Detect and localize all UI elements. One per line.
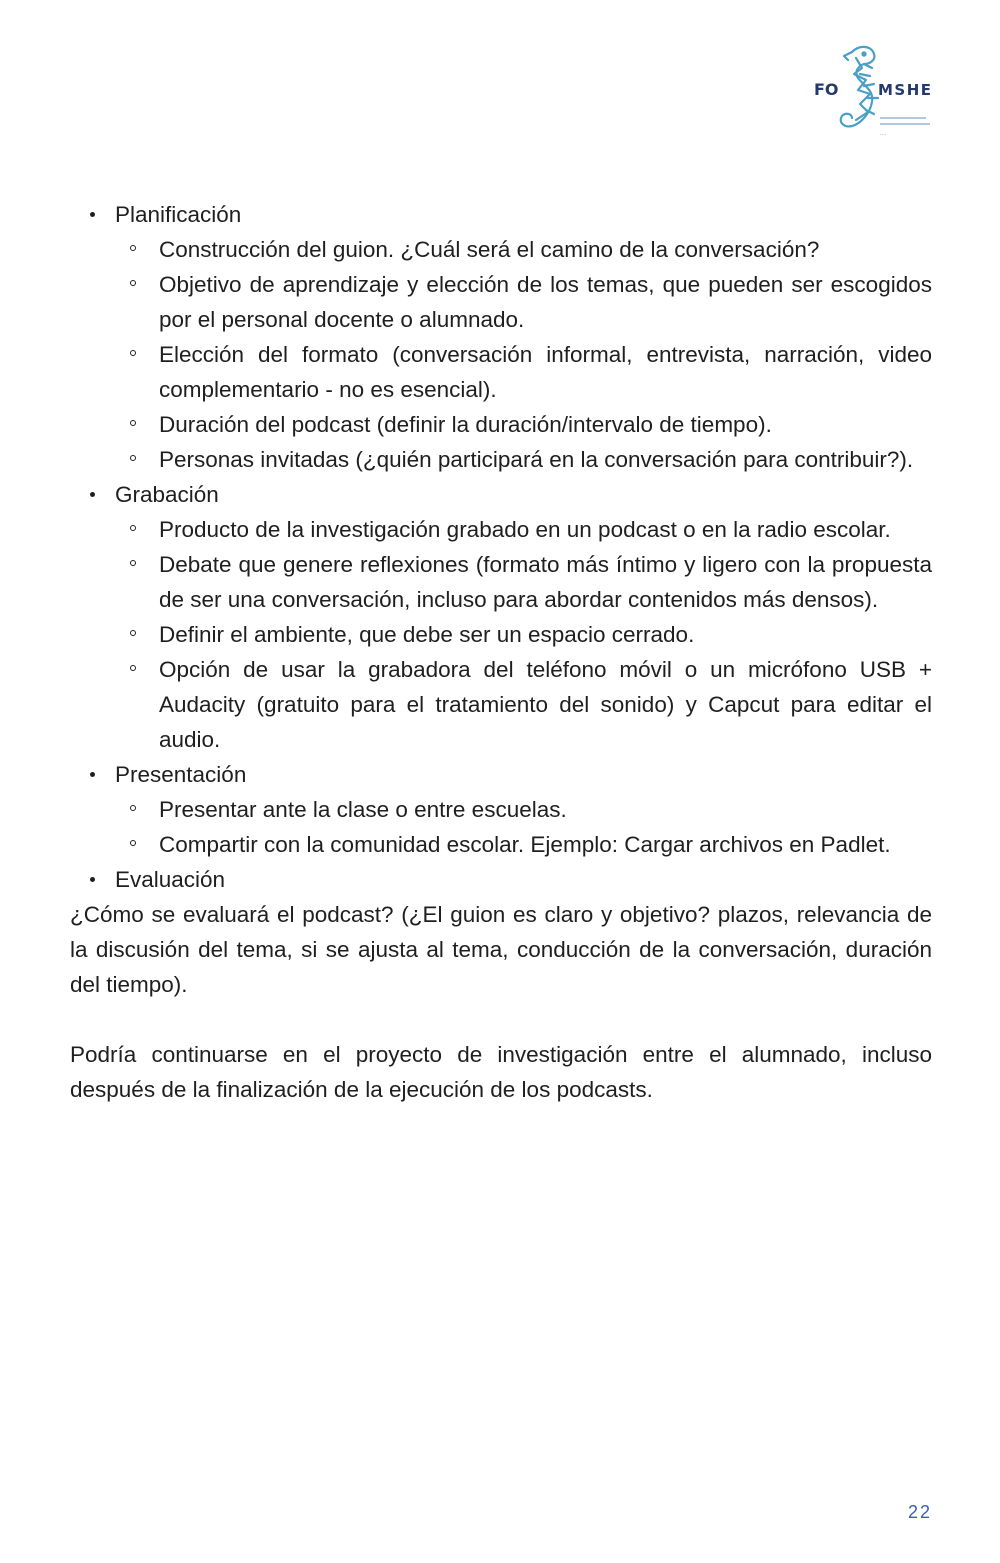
sub-list-item: Presentar ante la clase o entre escuelas. [115,792,932,827]
logo-tagline: .... [880,131,887,137]
sub-list-item: Construcción del guion. ¿Cuál será el camino de la conversación? [115,232,932,267]
section-list [70,197,932,897]
sub-list-item: Objetivo de aprendizaje y elección de los temas, que pueden ser escogidos por el personal docente o alumnado. [115,267,932,337]
sub-list-item: Duración del podcast (definir la duración/intervalo de tiempo). [115,407,932,442]
page-content [70,197,932,1107]
sub-list-item: Opción de usar la grabadora del teléfono móvil o un micrófono USB + Audacity (gratuito para el tratamiento del sonido) y Capcut para editar el audio. [115,652,932,757]
sub-list [115,512,932,757]
sub-list-item: Personas invitadas (¿quién participará en la conversación para contribuir?). [115,442,932,477]
section-title: Evaluación [115,867,226,892]
section-item [70,862,932,897]
section-title: Presentación [115,762,247,787]
fomshe-logo [808,40,938,140]
closing-paragraph: Podría continuarse en el proyecto de investigación entre el alumnado, incluso después de la finalización de la ejecución de los podcasts. [70,1042,932,1102]
sub-list-item: Debate que genere reflexiones (formato más íntimo y ligero con la propuesta de ser una conversación, incluso para abordar contenidos más densos). [115,547,932,617]
section-item [70,477,932,757]
sub-list-item: Definir el ambiente, que debe ser un espacio cerrado. [115,617,932,652]
sub-list-item: Producto de la investigación grabado en un podcast o en la radio escolar. [115,512,932,547]
sub-list-item: Compartir con la comunidad escolar. Ejemplo: Cargar archivos en Padlet. [115,827,932,862]
seahorse-icon [841,47,878,126]
sub-list [115,232,932,477]
logo-text-right: MSHE [878,81,933,99]
section-title: Grabación [115,482,219,507]
section-title: Planificación [115,202,242,227]
sub-list [115,792,932,862]
logo-text-left: FO [814,80,839,99]
section-item [70,757,932,862]
section-item [70,197,932,477]
evaluation-paragraph: ¿Cómo se evaluará el podcast? (¿El guion es claro y objetivo? plazos, relevancia de la discusión del tema, si se ajusta al tema, conducción de la conversación, duración del tiempo). [70,902,932,997]
sub-list-item: Elección del formato (conversación informal, entrevista, narración, video complementario - no es esencial). [115,337,932,407]
page-number: 22 [907,1502,932,1522]
